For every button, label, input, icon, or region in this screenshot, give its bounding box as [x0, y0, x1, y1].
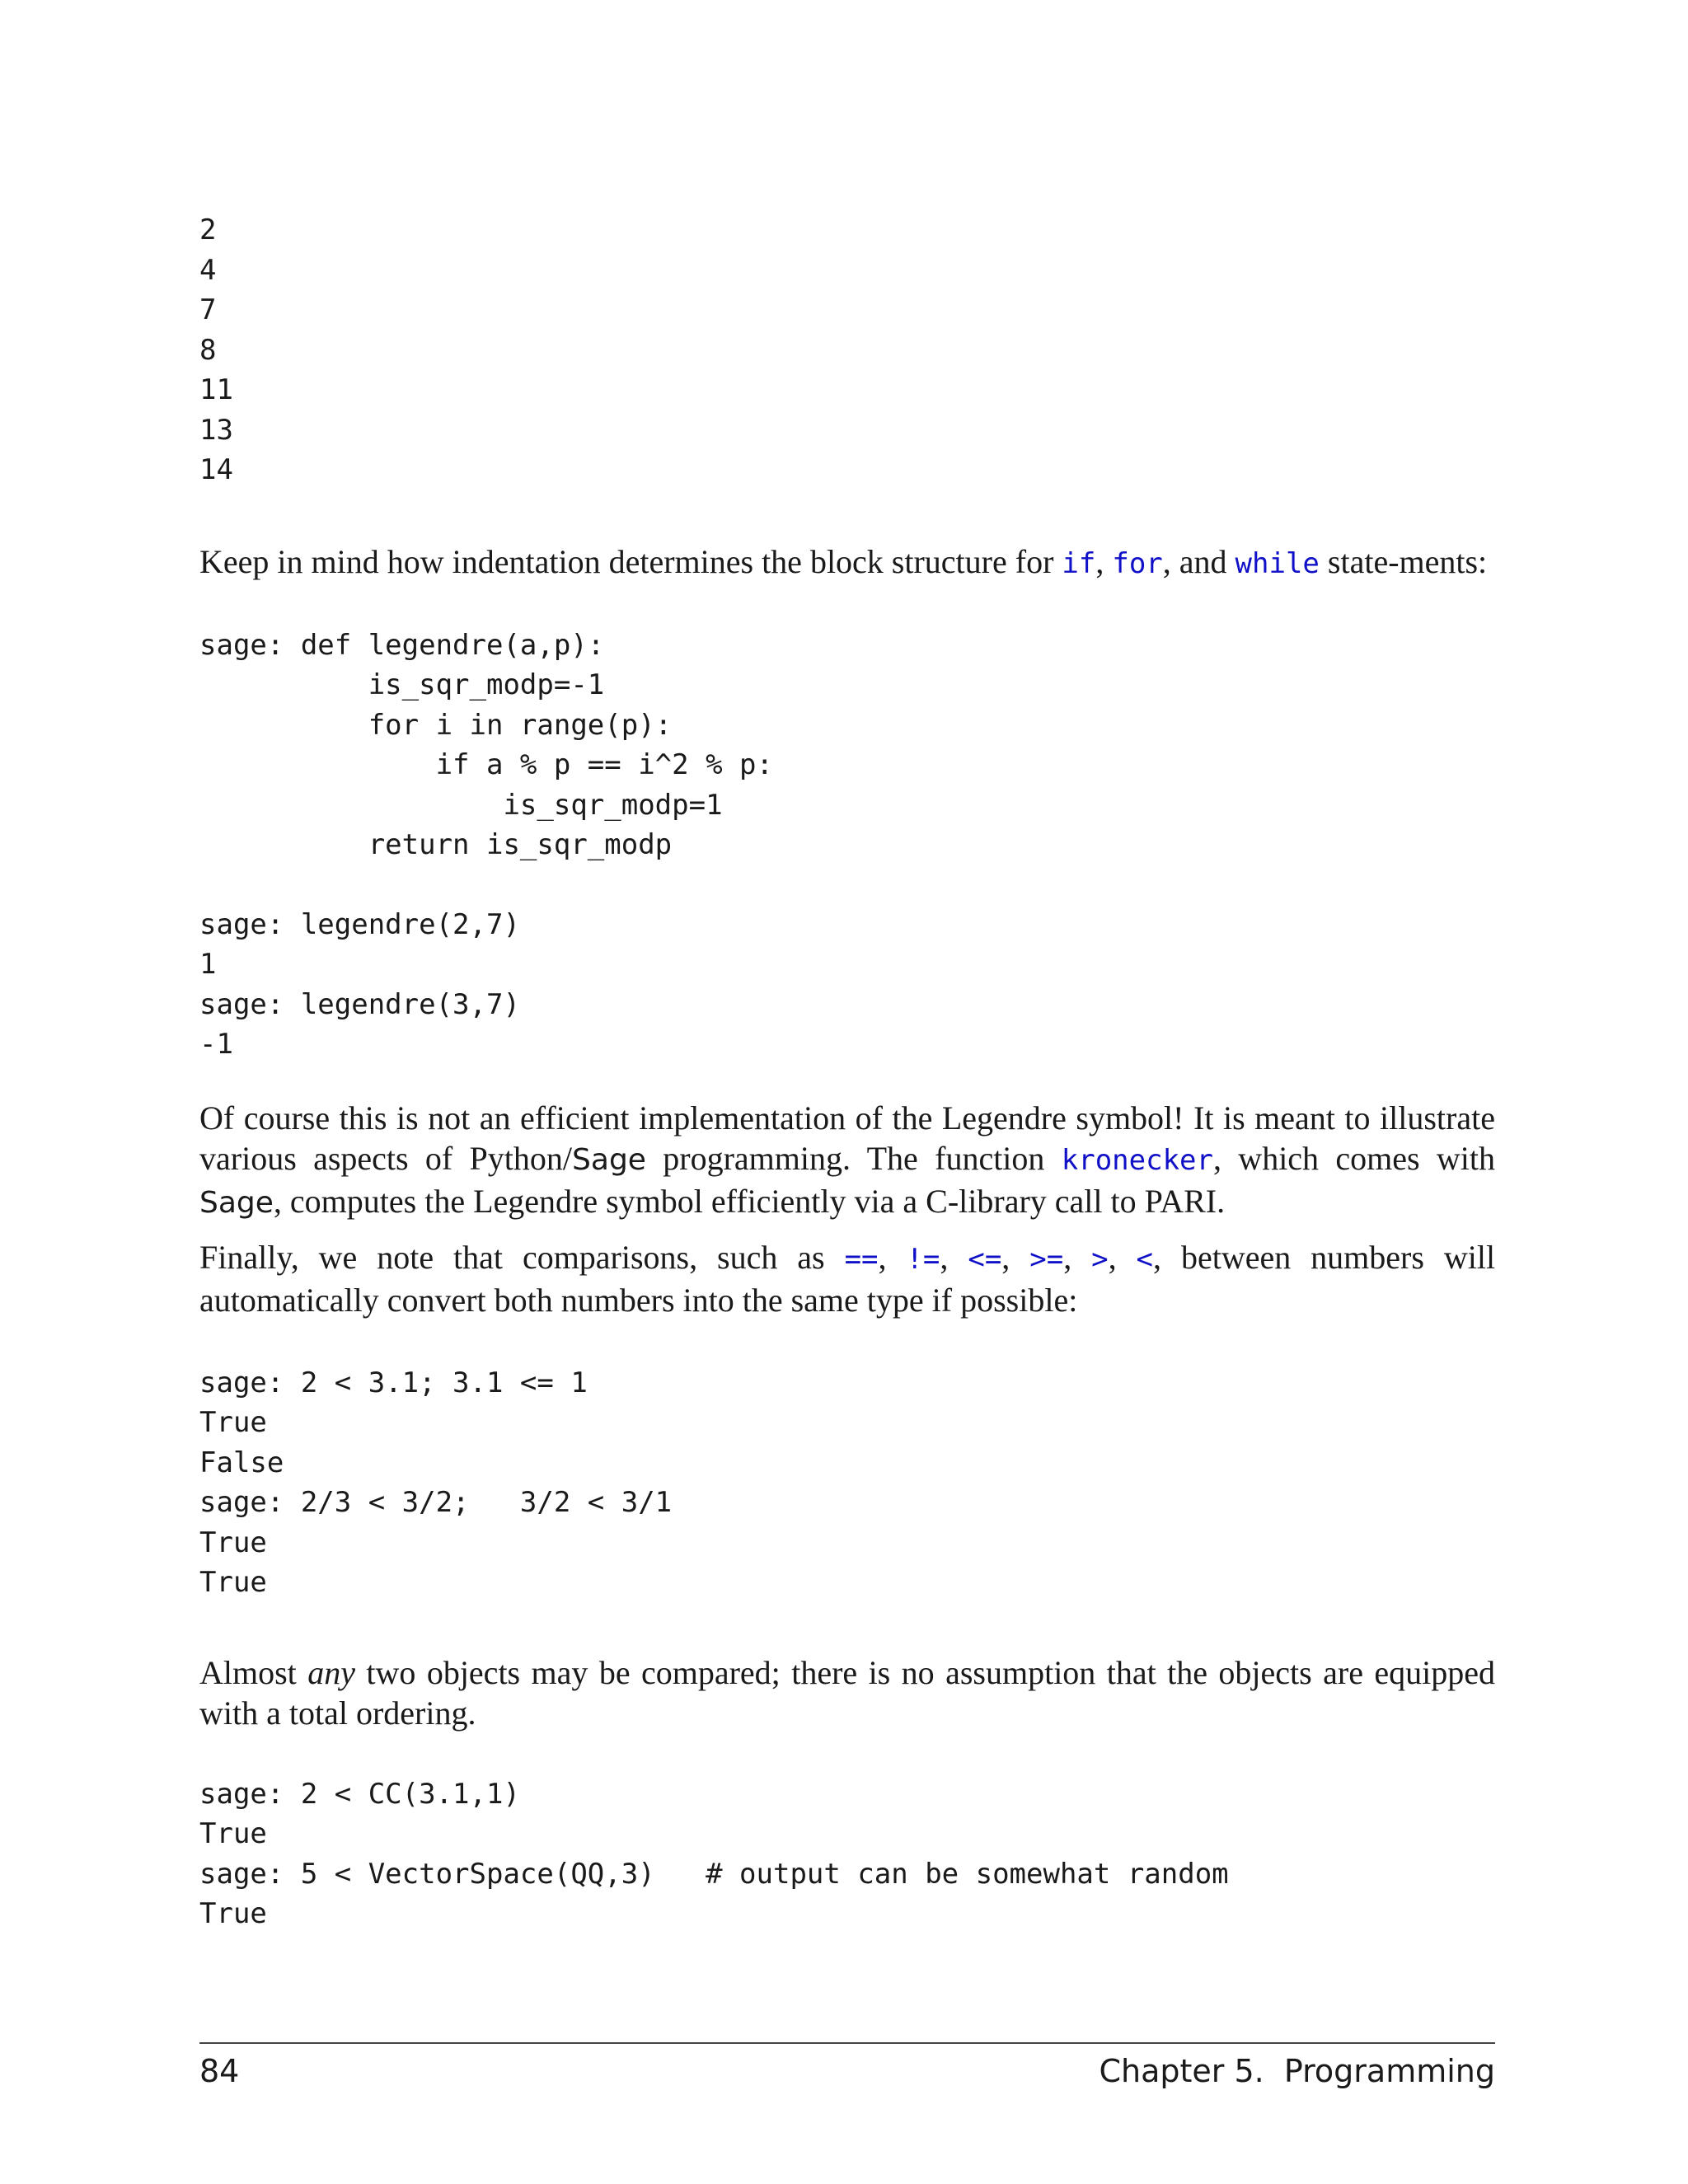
paragraph-efficiency: Of course this is not an efficient implementation of the Legendre symbol! It is meant to illustrate various aspects of Python/Sage programming. The function kronecker, which comes with Sage, computes the Legendre symbol efficiently via a C-library call to PARI.	[199, 1099, 1496, 1220]
code-line: 11	[199, 373, 233, 406]
keyword-for: for	[1112, 546, 1163, 580]
output-block-numbers	[199, 210, 1495, 490]
code-line: is_sqr_modp=-1	[199, 668, 605, 701]
code-line: 14	[199, 453, 233, 486]
page-number: 84	[199, 2053, 240, 2089]
sage-name: Sage	[572, 1142, 646, 1177]
code-line: sage: legendre(3,7)	[199, 987, 520, 1021]
sage-name: Sage	[199, 1185, 274, 1220]
operator-ne: !=	[906, 1242, 940, 1276]
code-line: 1	[199, 948, 217, 981]
code-block-object-comparisons	[199, 1774, 1495, 1934]
code-line: sage: 2/3 < 3/2; 3/2 < 3/1	[199, 1486, 673, 1519]
code-line: True	[199, 1406, 267, 1439]
operator-ge: >=	[1029, 1242, 1064, 1276]
operator-lt: <	[1136, 1242, 1154, 1276]
paragraph-any-objects: Almost any two objects may be compared; there is no assumption that the objects are equipped with a total ordering.	[199, 1653, 1495, 1732]
page-footer	[199, 2050, 1495, 2093]
code-line: 7	[199, 293, 217, 326]
page-content	[199, 210, 1495, 1934]
code-line: True	[199, 1817, 267, 1850]
code-line: 4	[199, 253, 217, 287]
code-block-legendre-calls	[199, 905, 1495, 1065]
code-line: -1	[199, 1028, 233, 1061]
keyword-while: while	[1235, 546, 1320, 580]
code-line: return is_sqr_modp	[199, 828, 673, 861]
code-line: is_sqr_modp=1	[199, 788, 723, 822]
keyword-if: if	[1062, 546, 1096, 580]
paragraph-comparisons: Finally, we note that comparisons, such as ==, !=, <=, >=, >, <, between numbers will automatically convert both numbers into the same type if possible:	[199, 1238, 1496, 1319]
code-line: True	[199, 1566, 267, 1599]
code-line: 8	[199, 333, 217, 367]
code-line: if a % p == i^2 % p:	[199, 748, 773, 781]
operator-le: <=	[968, 1242, 1002, 1276]
function-kronecker: kronecker	[1061, 1143, 1213, 1177]
operator-eq: ==	[844, 1242, 879, 1276]
footer-rule	[199, 2042, 1495, 2044]
chapter-title: Chapter 5. Programming	[1099, 2053, 1495, 2089]
code-line: sage: 2 < 3.1; 3.1 <= 1	[199, 1366, 588, 1399]
code-line: sage: 5 < VectorSpace(QQ,3) # output can be somewhat random	[199, 1857, 1229, 1891]
code-line: sage: legendre(2,7)	[199, 907, 520, 941]
code-line: 2	[199, 213, 217, 246]
code-block-legendre-def	[199, 626, 1495, 865]
emphasis-any: any	[307, 1653, 355, 1691]
code-line: 13	[199, 413, 233, 447]
code-line: True	[199, 1897, 267, 1930]
code-line: sage: def legendre(a,p):	[199, 628, 605, 662]
code-line: True	[199, 1526, 267, 1559]
operator-gt: >	[1091, 1242, 1109, 1276]
paragraph-indentation: Keep in mind how indentation determines the block structure for if, for, and while state-ments:	[199, 542, 1488, 580]
code-line: for i in range(p):	[199, 708, 673, 742]
code-line: sage: 2 < CC(3.1,1)	[199, 1777, 520, 1811]
code-block-numeric-comparisons	[199, 1363, 1495, 1603]
code-line: False	[199, 1446, 284, 1479]
